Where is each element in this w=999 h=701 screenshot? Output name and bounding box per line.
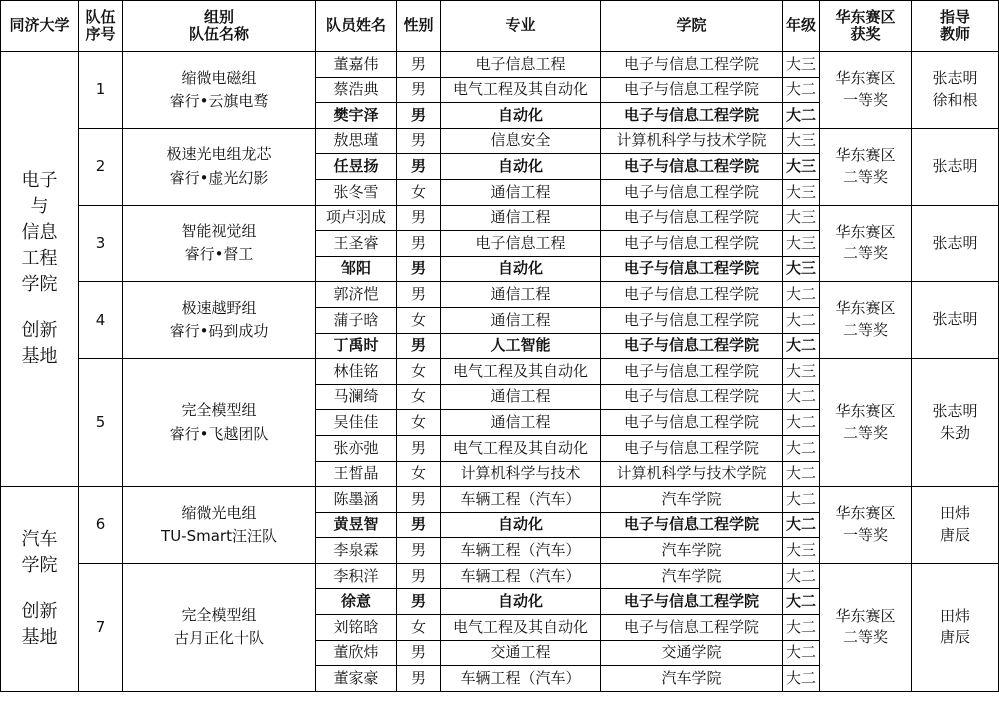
table-row (1, 359, 999, 385)
member-name: 马澜绮 (316, 384, 397, 410)
member-gender: 男 (397, 282, 441, 308)
member-name: 邹阳 (316, 256, 397, 282)
member-name: 王皙晶 (316, 461, 397, 487)
member-major: 车辆工程（汽车） (441, 538, 601, 564)
award-line: 华东赛区 (835, 401, 896, 420)
table-row (1, 205, 999, 231)
member-gender: 男 (397, 154, 441, 180)
member-college: 电子与信息工程学院 (601, 333, 783, 359)
member-major: 通信工程 (441, 179, 601, 205)
award-line: 华东赛区 (835, 145, 896, 164)
award-line: 二等奖 (842, 321, 888, 340)
member-grade: 大三 (783, 179, 820, 205)
member-name: 黄昱智 (316, 512, 397, 538)
teacher-cell (912, 359, 999, 487)
table-row (1, 282, 999, 308)
university-line (1, 298, 78, 318)
header-university: 同济大学 (1, 1, 79, 52)
member-grade: 大二 (783, 461, 820, 487)
member-college: 电子与信息工程学院 (601, 282, 783, 308)
member-grade: 大二 (783, 282, 820, 308)
member-college: 电子与信息工程学院 (601, 52, 783, 78)
member-gender: 女 (397, 461, 441, 487)
member-college: 电子与信息工程学院 (601, 231, 783, 257)
header-award: 华东赛区 获奖 (820, 1, 912, 52)
member-name: 董嘉伟 (316, 52, 397, 78)
member-name: 张冬雪 (316, 179, 397, 205)
member-college: 电子与信息工程学院 (601, 103, 783, 129)
member-gender: 男 (397, 512, 441, 538)
member-name: 董欣炜 (316, 640, 397, 666)
award-line: 二等奖 (842, 628, 888, 647)
member-major: 通信工程 (441, 282, 601, 308)
member-grade: 大二 (783, 512, 820, 538)
member-major: 电气工程及其自动化 (441, 77, 601, 103)
award-line: 华东赛区 (835, 606, 896, 625)
award-cell (820, 205, 912, 282)
member-gender: 男 (397, 589, 441, 615)
member-grade: 大三 (783, 52, 820, 78)
team-group: 缩微电磁组 (181, 68, 257, 87)
teacher-name: 田炜 (939, 606, 970, 625)
team-name-cell (123, 128, 316, 205)
team-name: TU-Smart汪汪队 (161, 526, 277, 545)
member-college: 电子与信息工程学院 (601, 359, 783, 385)
award-line: 华东赛区 (835, 504, 896, 523)
member-name: 敖思瑾 (316, 128, 397, 154)
member-name: 蒲子晗 (316, 307, 397, 333)
award-cell (820, 487, 912, 564)
header-grade: 年级 (783, 1, 820, 52)
member-major: 交通工程 (441, 640, 601, 666)
member-college: 计算机科学与技术学院 (601, 461, 783, 487)
award-cell (820, 359, 912, 487)
university-cell (1, 487, 79, 692)
member-grade: 大三 (783, 231, 820, 257)
member-college: 电子与信息工程学院 (601, 77, 783, 103)
team-group: 完全模型组 (181, 606, 257, 625)
member-major: 电气工程及其自动化 (441, 359, 601, 385)
teacher-name: 张志明 (932, 69, 978, 88)
member-major: 自动化 (441, 256, 601, 282)
member-name: 任昱扬 (316, 154, 397, 180)
member-grade: 大二 (783, 77, 820, 103)
member-grade: 大二 (783, 307, 820, 333)
member-college: 电子与信息工程学院 (601, 256, 783, 282)
member-name: 张亦弛 (316, 435, 397, 461)
member-major: 电气工程及其自动化 (441, 615, 601, 641)
university-line: 电子 (21, 169, 58, 191)
teacher-name: 张志明 (932, 401, 978, 420)
member-grade: 大二 (783, 410, 820, 436)
member-name: 李积洋 (316, 563, 397, 589)
teacher-name: 徐和根 (932, 90, 978, 109)
university-line: 基地 (21, 627, 58, 649)
member-gender: 男 (397, 640, 441, 666)
member-grade: 大三 (783, 205, 820, 231)
member-gender: 女 (397, 410, 441, 436)
header-college: 学院 (601, 1, 783, 52)
teacher-cell (912, 282, 999, 359)
team-group: 极速光电组龙芯 (166, 145, 272, 164)
member-major: 电子信息工程 (441, 231, 601, 257)
member-grade: 大二 (783, 563, 820, 589)
teacher-name: 张志明 (932, 233, 978, 252)
member-major: 自动化 (441, 512, 601, 538)
member-college: 汽车学院 (601, 538, 783, 564)
member-college: 电子与信息工程学院 (601, 615, 783, 641)
member-major: 车辆工程（汽车） (441, 666, 601, 692)
award-line: 一等奖 (842, 90, 888, 109)
member-name: 项卢羽成 (316, 205, 397, 231)
university-line: 基地 (21, 346, 58, 368)
member-college: 电子与信息工程学院 (601, 154, 783, 180)
member-major: 自动化 (441, 154, 601, 180)
member-gender: 男 (397, 563, 441, 589)
award-cell (820, 128, 912, 205)
university-line: 创新 (21, 600, 58, 622)
member-college: 汽车学院 (601, 487, 783, 513)
member-college: 电子与信息工程学院 (601, 512, 783, 538)
member-name: 徐意 (316, 589, 397, 615)
team-name: 睿行•督工 (184, 245, 254, 264)
member-gender: 男 (397, 256, 441, 282)
table-body (1, 52, 999, 692)
member-name: 郭济恺 (316, 282, 397, 308)
header-major: 专业 (441, 1, 601, 52)
teacher-cell (912, 487, 999, 564)
team-number: 5 (79, 359, 123, 487)
team-name: 睿行•飞越团队 (169, 424, 269, 443)
university-cell (1, 52, 79, 487)
team-name: 睿行•码到成功 (169, 322, 269, 341)
member-grade: 大二 (783, 589, 820, 615)
member-major: 通信工程 (441, 307, 601, 333)
member-gender: 男 (397, 205, 441, 231)
team-group: 完全模型组 (181, 401, 257, 420)
teacher-cell (912, 205, 999, 282)
member-gender: 男 (397, 333, 441, 359)
teacher-name: 张志明 (932, 310, 978, 329)
team-number: 2 (79, 128, 123, 205)
header-row (1, 1, 999, 52)
university-line: 信息 (21, 221, 58, 243)
member-gender: 女 (397, 179, 441, 205)
member-name: 樊宇泽 (316, 103, 397, 129)
university-line: 与 (30, 195, 49, 217)
award-line: 华东赛区 (835, 299, 896, 318)
teacher-name: 唐辰 (939, 628, 970, 647)
teacher-cell (912, 128, 999, 205)
member-grade: 大二 (783, 640, 820, 666)
member-college: 电子与信息工程学院 (601, 179, 783, 205)
member-grade: 大二 (783, 435, 820, 461)
member-name: 吴佳佳 (316, 410, 397, 436)
member-gender: 男 (397, 666, 441, 692)
table-row (1, 52, 999, 78)
member-name: 林佳铭 (316, 359, 397, 385)
university-line (1, 579, 78, 599)
member-gender: 女 (397, 359, 441, 385)
team-group: 智能视觉组 (181, 222, 257, 241)
member-college: 交通学院 (601, 640, 783, 666)
member-college: 电子与信息工程学院 (601, 410, 783, 436)
team-number: 4 (79, 282, 123, 359)
member-major: 电气工程及其自动化 (441, 435, 601, 461)
member-gender: 男 (397, 487, 441, 513)
member-grade: 大二 (783, 384, 820, 410)
member-major: 车辆工程（汽车） (441, 563, 601, 589)
member-college: 汽车学院 (601, 666, 783, 692)
table-row (1, 487, 999, 513)
member-college: 电子与信息工程学院 (601, 384, 783, 410)
teacher-name: 唐辰 (939, 525, 970, 544)
team-number: 7 (79, 563, 123, 691)
member-gender: 男 (397, 231, 441, 257)
header-member: 队员姓名 (316, 1, 397, 52)
member-gender: 女 (397, 615, 441, 641)
member-grade: 大二 (783, 333, 820, 359)
university-line: 创新 (21, 320, 58, 342)
member-major: 通信工程 (441, 384, 601, 410)
award-cell (820, 52, 912, 129)
member-major: 车辆工程（汽车） (441, 487, 601, 513)
member-college: 汽车学院 (601, 563, 783, 589)
team-name: 睿行•虚光幻影 (169, 168, 269, 187)
member-grade: 大三 (783, 359, 820, 385)
member-major: 通信工程 (441, 205, 601, 231)
header-teacher: 指导 教师 (912, 1, 999, 52)
member-major: 自动化 (441, 589, 601, 615)
member-name: 刘铭晗 (316, 615, 397, 641)
member-grade: 大三 (783, 256, 820, 282)
member-name: 蔡浩典 (316, 77, 397, 103)
table-row (1, 128, 999, 154)
award-line: 华东赛区 (835, 222, 896, 241)
member-gender: 男 (397, 103, 441, 129)
university-line: 学院 (21, 554, 58, 576)
team-name-cell (123, 52, 316, 129)
member-name: 陈墨涵 (316, 487, 397, 513)
member-major: 电子信息工程 (441, 52, 601, 78)
member-college: 电子与信息工程学院 (601, 205, 783, 231)
member-grade: 大三 (783, 538, 820, 564)
award-line: 一等奖 (842, 525, 888, 544)
header-team-no: 队伍 序号 (79, 1, 123, 52)
team-number: 6 (79, 487, 123, 564)
teacher-name: 田炜 (939, 504, 970, 523)
member-name: 董家豪 (316, 666, 397, 692)
award-line: 二等奖 (842, 423, 888, 442)
member-gender: 男 (397, 538, 441, 564)
university-line: 工程 (21, 248, 58, 269)
member-college: 电子与信息工程学院 (601, 307, 783, 333)
teacher-name: 张志明 (932, 156, 978, 175)
university-line: 汽车 (21, 528, 58, 550)
award-line: 二等奖 (842, 244, 888, 263)
teacher-cell (912, 563, 999, 691)
member-gender: 男 (397, 77, 441, 103)
team-number: 1 (79, 52, 123, 129)
member-grade: 大二 (783, 666, 820, 692)
member-grade: 大三 (783, 154, 820, 180)
table-row (1, 563, 999, 589)
team-name: 古月正化十队 (173, 629, 264, 648)
member-gender: 男 (397, 52, 441, 78)
member-college: 计算机科学与技术学院 (601, 128, 783, 154)
team-name-cell (123, 563, 316, 691)
team-name-cell (123, 282, 316, 359)
member-name: 王圣睿 (316, 231, 397, 257)
member-grade: 大三 (783, 128, 820, 154)
teacher-cell (912, 52, 999, 129)
member-college: 电子与信息工程学院 (601, 435, 783, 461)
header-gender: 性别 (397, 1, 441, 52)
member-major: 计算机科学与技术 (441, 461, 601, 487)
member-major: 信息安全 (441, 128, 601, 154)
member-grade: 大二 (783, 615, 820, 641)
member-gender: 女 (397, 307, 441, 333)
award-line: 华东赛区 (835, 69, 896, 88)
team-name: 睿行•云旗电骛 (169, 91, 269, 110)
teacher-name: 朱劲 (939, 423, 970, 442)
award-cell (820, 563, 912, 691)
member-college: 电子与信息工程学院 (601, 589, 783, 615)
team-group: 极速越野组 (181, 298, 257, 317)
member-grade: 大二 (783, 487, 820, 513)
member-grade: 大二 (783, 103, 820, 129)
member-gender: 男 (397, 128, 441, 154)
member-major: 通信工程 (441, 410, 601, 436)
member-major: 自动化 (441, 103, 601, 129)
university-line: 学院 (21, 274, 58, 296)
member-gender: 女 (397, 384, 441, 410)
header-team-group: 组别 队伍名称 (123, 1, 316, 52)
team-group: 缩微光电组 (181, 503, 257, 522)
member-major: 人工智能 (441, 333, 601, 359)
member-name: 李泉霖 (316, 538, 397, 564)
team-number: 3 (79, 205, 123, 282)
award-cell (820, 282, 912, 359)
award-line: 二等奖 (842, 167, 888, 186)
team-name-cell (123, 359, 316, 487)
member-gender: 男 (397, 435, 441, 461)
member-name: 丁禹时 (316, 333, 397, 359)
team-name-cell (123, 205, 316, 282)
team-name-cell (123, 487, 316, 564)
